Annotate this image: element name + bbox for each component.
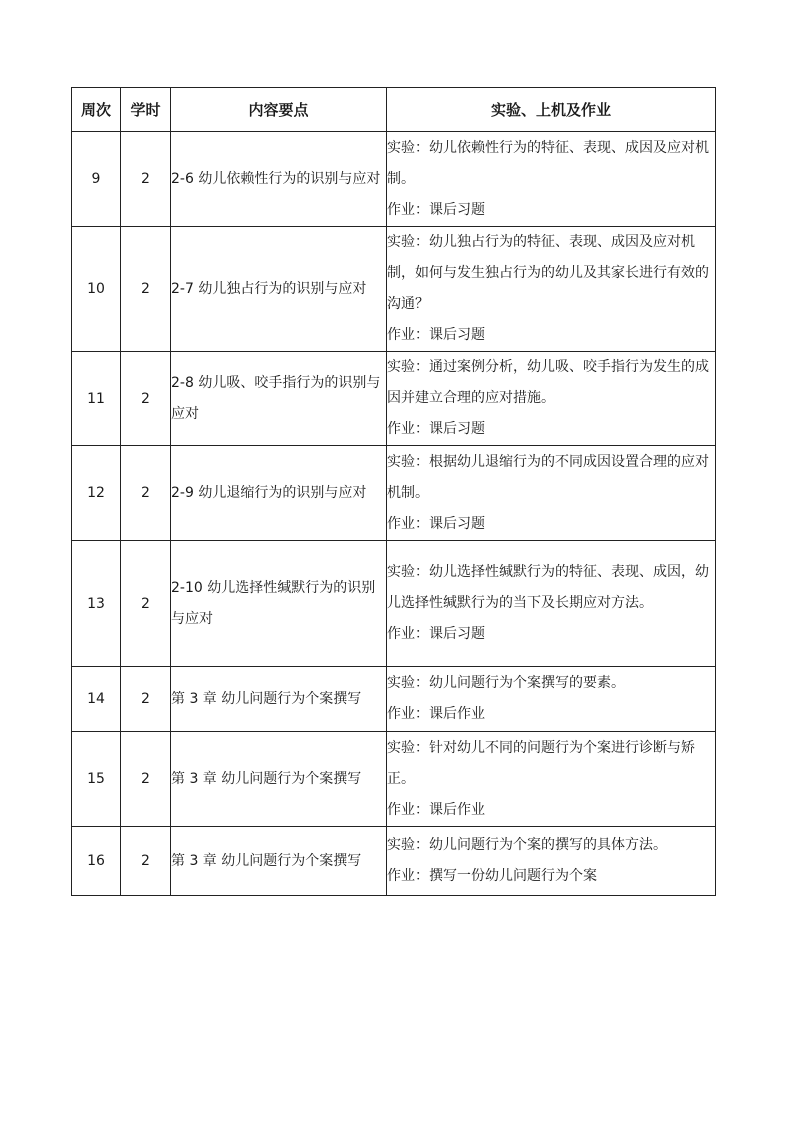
homework-text: 作业：课后作业 — [387, 706, 485, 722]
lab-cell — [387, 732, 716, 827]
hours-cell: 2 — [121, 227, 171, 352]
week-cell: 16 — [72, 827, 121, 896]
topic-cell: 2-8 幼儿吸、咬手指行为的识别与应对 — [171, 352, 387, 446]
homework-text: 作业：课后作业 — [387, 801, 485, 818]
header-week: 周次 — [72, 88, 121, 132]
topic-cell: 2-6 幼儿依赖性行为的识别与应对 — [171, 132, 387, 227]
lab-cell — [387, 227, 716, 352]
course-schedule-table — [71, 87, 716, 896]
lab-cell — [387, 541, 716, 667]
header-topic: 内容要点 — [171, 88, 387, 132]
topic-cell: 第 3 章 幼儿问题行为个案撰写 — [171, 667, 387, 732]
homework-text: 作业：课后习题 — [387, 327, 485, 343]
week-cell: 10 — [72, 227, 121, 352]
header-hours: 学时 — [121, 88, 171, 132]
topic-cell: 2-7 幼儿独占行为的识别与应对 — [171, 227, 387, 352]
week-cell: 14 — [72, 667, 121, 732]
lab-text: 实验：幼儿独占行为的特征、表现、成因及应对机制，如何与发生独占行为的幼儿及其家长进行有效的沟通？ — [387, 234, 709, 312]
hours-cell: 2 — [121, 541, 171, 667]
week-cell: 11 — [72, 352, 121, 446]
hours-cell: 2 — [121, 732, 171, 827]
table-row — [72, 227, 716, 352]
hours-cell: 2 — [121, 132, 171, 227]
topic-cell: 2-9 幼儿退缩行为的识别与应对 — [171, 446, 387, 541]
hours-cell: 2 — [121, 352, 171, 446]
table-row — [72, 827, 716, 896]
lab-text: 实验：幼儿问题行为个案撰写的要素。 — [387, 675, 625, 691]
topic-cell: 第 3 章 幼儿问题行为个案撰写 — [171, 827, 387, 896]
topic-cell: 2-10 幼儿选择性缄默行为的识别与应对 — [171, 541, 387, 667]
topic-cell: 第 3 章 幼儿问题行为个案撰写 — [171, 732, 387, 827]
lab-text: 实验：幼儿问题行为个案的撰写的具体方法。 — [387, 837, 667, 853]
homework-text: 作业：课后习题 — [387, 626, 485, 642]
hours-cell: 2 — [121, 667, 171, 732]
table-row — [72, 352, 716, 446]
lab-text: 实验：幼儿选择性缄默行为的特征、表现、成因，幼儿选择性缄默行为的当下及长期应对方法。 — [387, 564, 709, 611]
table-row — [72, 541, 716, 667]
table-row — [72, 732, 716, 827]
homework-text: 作业：课后习题 — [387, 201, 485, 218]
homework-text: 作业：撰写一份幼儿问题行为个案 — [387, 868, 597, 884]
lab-text: 实验：幼儿依赖性行为的特征、表现、成因及应对机制。 — [387, 139, 709, 187]
homework-text: 作业：课后习题 — [387, 421, 485, 437]
lab-text: 实验：通过案例分析，幼儿吸、咬手指行为发生的成因并建立合理的应对措施。 — [387, 359, 709, 406]
lab-text: 实验：根据幼儿退缩行为的不同成因设置合理的应对机制。 — [387, 453, 709, 501]
table-row — [72, 446, 716, 541]
header-lab: 实验、上机及作业 — [387, 88, 716, 132]
lab-cell — [387, 446, 716, 541]
week-cell: 12 — [72, 446, 121, 541]
week-cell: 15 — [72, 732, 121, 827]
hours-cell: 2 — [121, 827, 171, 896]
hours-cell: 2 — [121, 446, 171, 541]
week-cell: 13 — [72, 541, 121, 667]
lab-cell — [387, 827, 716, 896]
table-row — [72, 132, 716, 227]
lab-text: 实验：针对幼儿不同的问题行为个案进行诊断与矫正。 — [387, 739, 695, 787]
lab-cell — [387, 667, 716, 732]
lab-cell — [387, 132, 716, 227]
week-cell: 9 — [72, 132, 121, 227]
table-row — [72, 667, 716, 732]
lab-cell — [387, 352, 716, 446]
homework-text: 作业：课后习题 — [387, 515, 485, 532]
header-row — [72, 88, 716, 132]
